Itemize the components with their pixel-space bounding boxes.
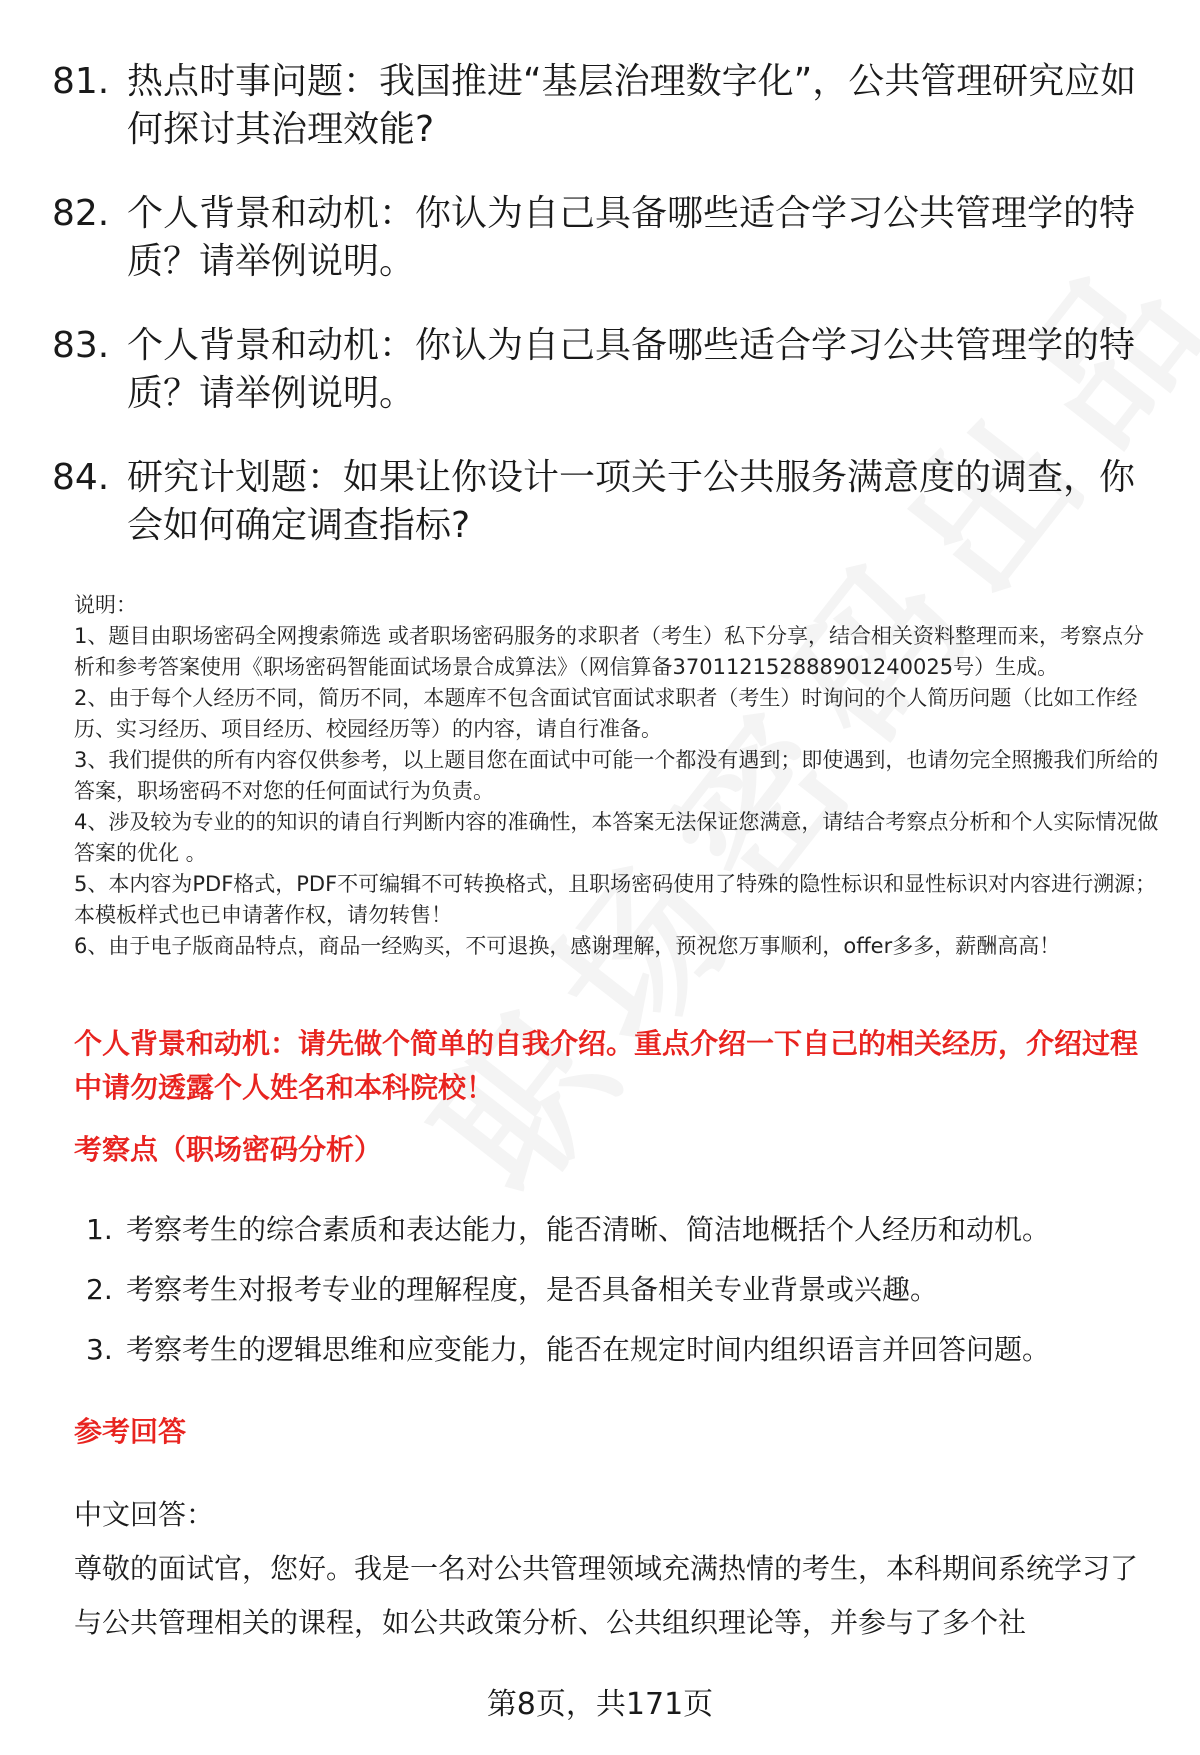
page-footer: 第8页，共171页 [486, 1687, 714, 1722]
point-item [86, 1330, 1161, 1370]
point-text: 考察考生的综合素质和表达能力，能否清晰、简洁地概括个人经历和动机。 [126, 1213, 1051, 1246]
question-text: 热点时事问题：我国推进“基层治理数字化”，公共管理研究应如何探讨其治理效能? [127, 61, 1137, 150]
note-item: 1、题目由职场密码全网搜索筛选 或者职场密码服务的求职者（考生）私下分享，结合相关资料整理而来，考察点分析和参考答案使用《职场密码智能面试场景合成算法》（网信算备370112152888901240025号）生成。 [74, 624, 1145, 679]
notes-heading: 说明： [74, 593, 137, 617]
points-list [86, 1210, 1161, 1390]
question-number: 83. [52, 325, 110, 366]
notes-section [74, 590, 1159, 962]
point-number: 2. [86, 1273, 113, 1306]
point-text: 考察考生的逻辑思维和应变能力，能否在规定时间内组织语言并回答问题。 [126, 1333, 1051, 1366]
point-item [86, 1270, 1161, 1310]
note-item: 5、本内容为PDF格式，PDF不可编辑不可转换格式，且职场密码使用了特殊的隐性标识和显性标识对内容进行溯源；本模板样式也已申请著作权，请勿转售！ [74, 872, 1157, 927]
question-list [52, 58, 1162, 586]
intro-question: 个人背景和动机：请先做个简单的自我介绍。重点介绍一下自己的相关经历，介绍过程中请勿透露个人姓名和本科院校！ [74, 1027, 1139, 1104]
note-item: 4、涉及较为专业的的知识的请自行判断内容的准确性，本答案无法保证您满意，请结合考察点分析和个人实际情况做答案的优化 。 [74, 810, 1159, 865]
point-number: 3. [86, 1333, 113, 1366]
answer-label: 中文回答： [74, 1498, 215, 1531]
question-item [52, 58, 1162, 154]
point-number: 1. [86, 1213, 113, 1246]
question-text: 研究计划题：如果让你设计一项关于公共服务满意度的调查，你会如何确定调查指标? [127, 457, 1136, 546]
note-item: 6、由于电子版商品特点，商品一经购买，不可退换，感谢理解，预祝您万事顺利，offer多多，薪酬高高！ [74, 934, 1061, 958]
note-item: 2、由于每个人经历不同，简历不同，本题库不包含面试官面试求职者（考生）时询问的个人简历问题（比如工作经历、实习经历、项目经历、校园经历等）的内容，请自行准备。 [74, 686, 1138, 741]
question-text: 个人背景和动机：你认为自己具备哪些适合学习公共管理学的特质？请举例说明。 [127, 325, 1136, 414]
question-number: 81. [52, 61, 110, 102]
answer-title: 参考回答 [74, 1415, 187, 1448]
note-item: 3、我们提供的所有内容仅供参考，以上题目您在面试中可能一个都没有遇到；即使遇到，也请勿完全照搬我们所给的答案，职场密码不对您的任何面试行为负责。 [74, 748, 1159, 803]
answer-text: 尊敬的面试官，您好。我是一名对公共管理领域充满热情的考生，本科期间系统学习了与公共管理相关的课程，如公共政策分析、公共组织理论等，并参与了多个社 [74, 1552, 1139, 1639]
points-title: 考察点（职场密码分析） [74, 1133, 383, 1166]
point-text: 考察考生对报考专业的理解程度，是否具备相关专业背景或兴趣。 [126, 1273, 939, 1306]
question-number: 82. [52, 193, 110, 234]
question-number: 84. [52, 457, 110, 498]
question-item [52, 454, 1162, 550]
question-item [52, 190, 1162, 286]
point-item [86, 1210, 1161, 1250]
question-item [52, 322, 1162, 418]
question-text: 个人背景和动机：你认为自己具备哪些适合学习公共管理学的特质？请举例说明。 [127, 193, 1136, 282]
answer-section [74, 1488, 1164, 1650]
